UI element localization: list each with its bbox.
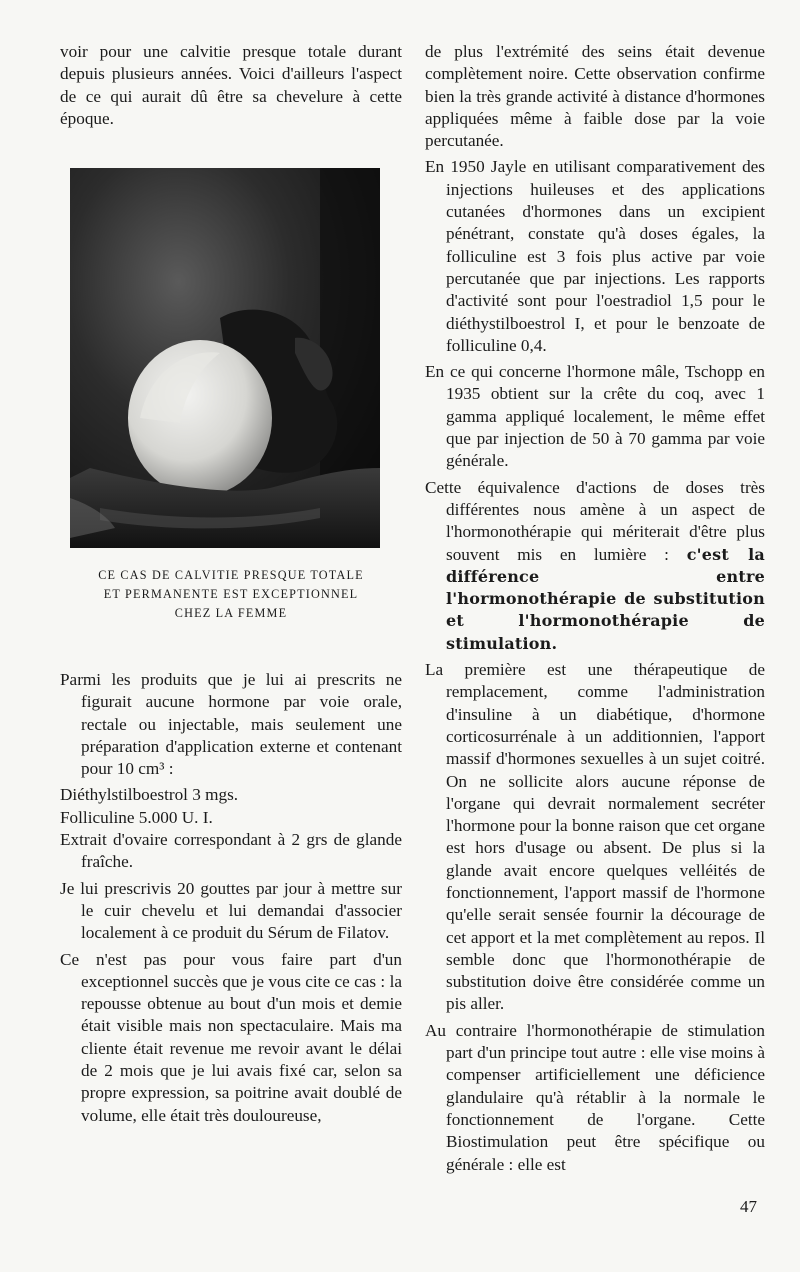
page-number: 47 xyxy=(740,1197,757,1216)
left-column-lower xyxy=(60,669,402,1131)
equivalence-text: Cette équivalence d'actions de doses très différentes nous amène à un aspect de l'hormonothérapie qui mériterait d'être plus souvent mis en lumière : xyxy=(425,477,765,564)
right-para-substitution: La première est une thérapeutique de remplacement, comme l'administration d'insuline à un diabétique, d'hormone corticosurrénale à un additionnien, l'apport massif d'hormones sexuelles à un sujet coitré. On ne sollicite alors aucune réponse de l'organe qui devrait normalement secréter l'hormone pour la bonne raison que cet organe est hors d'usage ou absent. De plus si la glande avait encore quelques velléités de fonctionnement, l'apport massif de l'hormone qu'elle serait sensée fournir la décourage de cet apport et la met complètement au repos. Il semble donc que l'hormonothérapie de substitution doive être considérée comme un pis aller. xyxy=(425,660,765,1014)
caption-line-3: CHEZ LA FEMME xyxy=(174,606,288,620)
right-para-tschopp: En ce qui concerne l'hormone mâle, Tschopp en 1935 obtient sur la crête du coq, avec 1 gamma appliqué localement, le même effet que par injection de 50 à 70 gamma par voie générale. xyxy=(425,362,765,471)
caption-line-1: CE CAS DE CALVITIE PRESQUE TOTALE xyxy=(98,568,364,582)
left-para-case: Ce n'est pas pour vous faire part d'un exceptionnel succès que je vous cite ce cas : la repousse obtenue au bout d'un mois et demie était visible mais non spectaculaire. Mais ma cliente était revenue me revoir avant le délai de 2 mois que je lui avais fixé car, selon sa propre expression, sa poitrine avait doublé de volume, elle était très douloureuse, xyxy=(60,949,402,1125)
right-column xyxy=(425,41,765,1180)
caption-line-2: ET PERMANENTE EST EXCEPTIONNEL xyxy=(103,587,359,601)
left-intro-paragraph: voir pour une calvitie presque totale durant depuis plusieurs années. Voici d'ailleurs l'aspect de ce qui aurait dû être sa chevelure à cette époque. xyxy=(60,42,402,128)
left-ingredient-2: Folliculine 5.000 U. I. xyxy=(60,807,213,827)
left-column xyxy=(60,41,402,134)
left-para-prescription: Je lui prescrivis 20 gouttes par jour à mettre sur le cuir chevelu et lui demandai d'associer localement à ce produit du Sérum de Filatov. xyxy=(60,878,402,943)
left-para-products: Parmi les produits que je lui ai prescrits ne figurait aucune hormone par voie orale, rectale ou injectable, mais seulement une préparation d'application externe et contenant pour 10 cm³ : xyxy=(60,670,402,779)
photo-image xyxy=(70,168,380,548)
equivalence-bold-statement: c'est la différence entre l'hormonothérapie de substitution et l'hormonothérapie de stimulation. xyxy=(446,544,766,653)
left-ingredient-3: Extrait d'ovaire correspondant à 2 grs de glande fraîche. xyxy=(60,830,402,872)
right-para-equivalence xyxy=(425,477,765,655)
right-para-stimulation: Au contraire l'hormonothérapie de stimulation part d'un principe tout autre : elle vise moins à compenser artificiellement une déficience glandulaire qu'à rétablir à la normale le fonctionnement de l'organe. Cette Biostimulation peut être spécifique ou générale : elle est xyxy=(425,1020,765,1174)
left-ingredient-1: Diéthylstilboestrol 3 mgs. xyxy=(60,785,239,805)
photo-head-covered xyxy=(70,168,380,548)
right-para-observation: de plus l'extrémité des seins était devenue complètement noire. Cette observation confirme bien la très grande activité à distance d'hormones appliquées même à faible dose par la voie percutanée. xyxy=(425,42,765,151)
photo-caption xyxy=(60,566,402,623)
right-para-jayle: En 1950 Jayle en utilisant comparativement des injections huileuses et des applications cutanées d'hormones dans un excipient pénétrant, constate qu'à doses égales, la folliculine est 3 fois plus active par voie percutanée que par injections. Les rapports d'activité sont pour l'oestradiol 1,5 pour le diéthystilboestrol I, et pour le benzoate de folliculine 0,4. xyxy=(425,157,765,355)
